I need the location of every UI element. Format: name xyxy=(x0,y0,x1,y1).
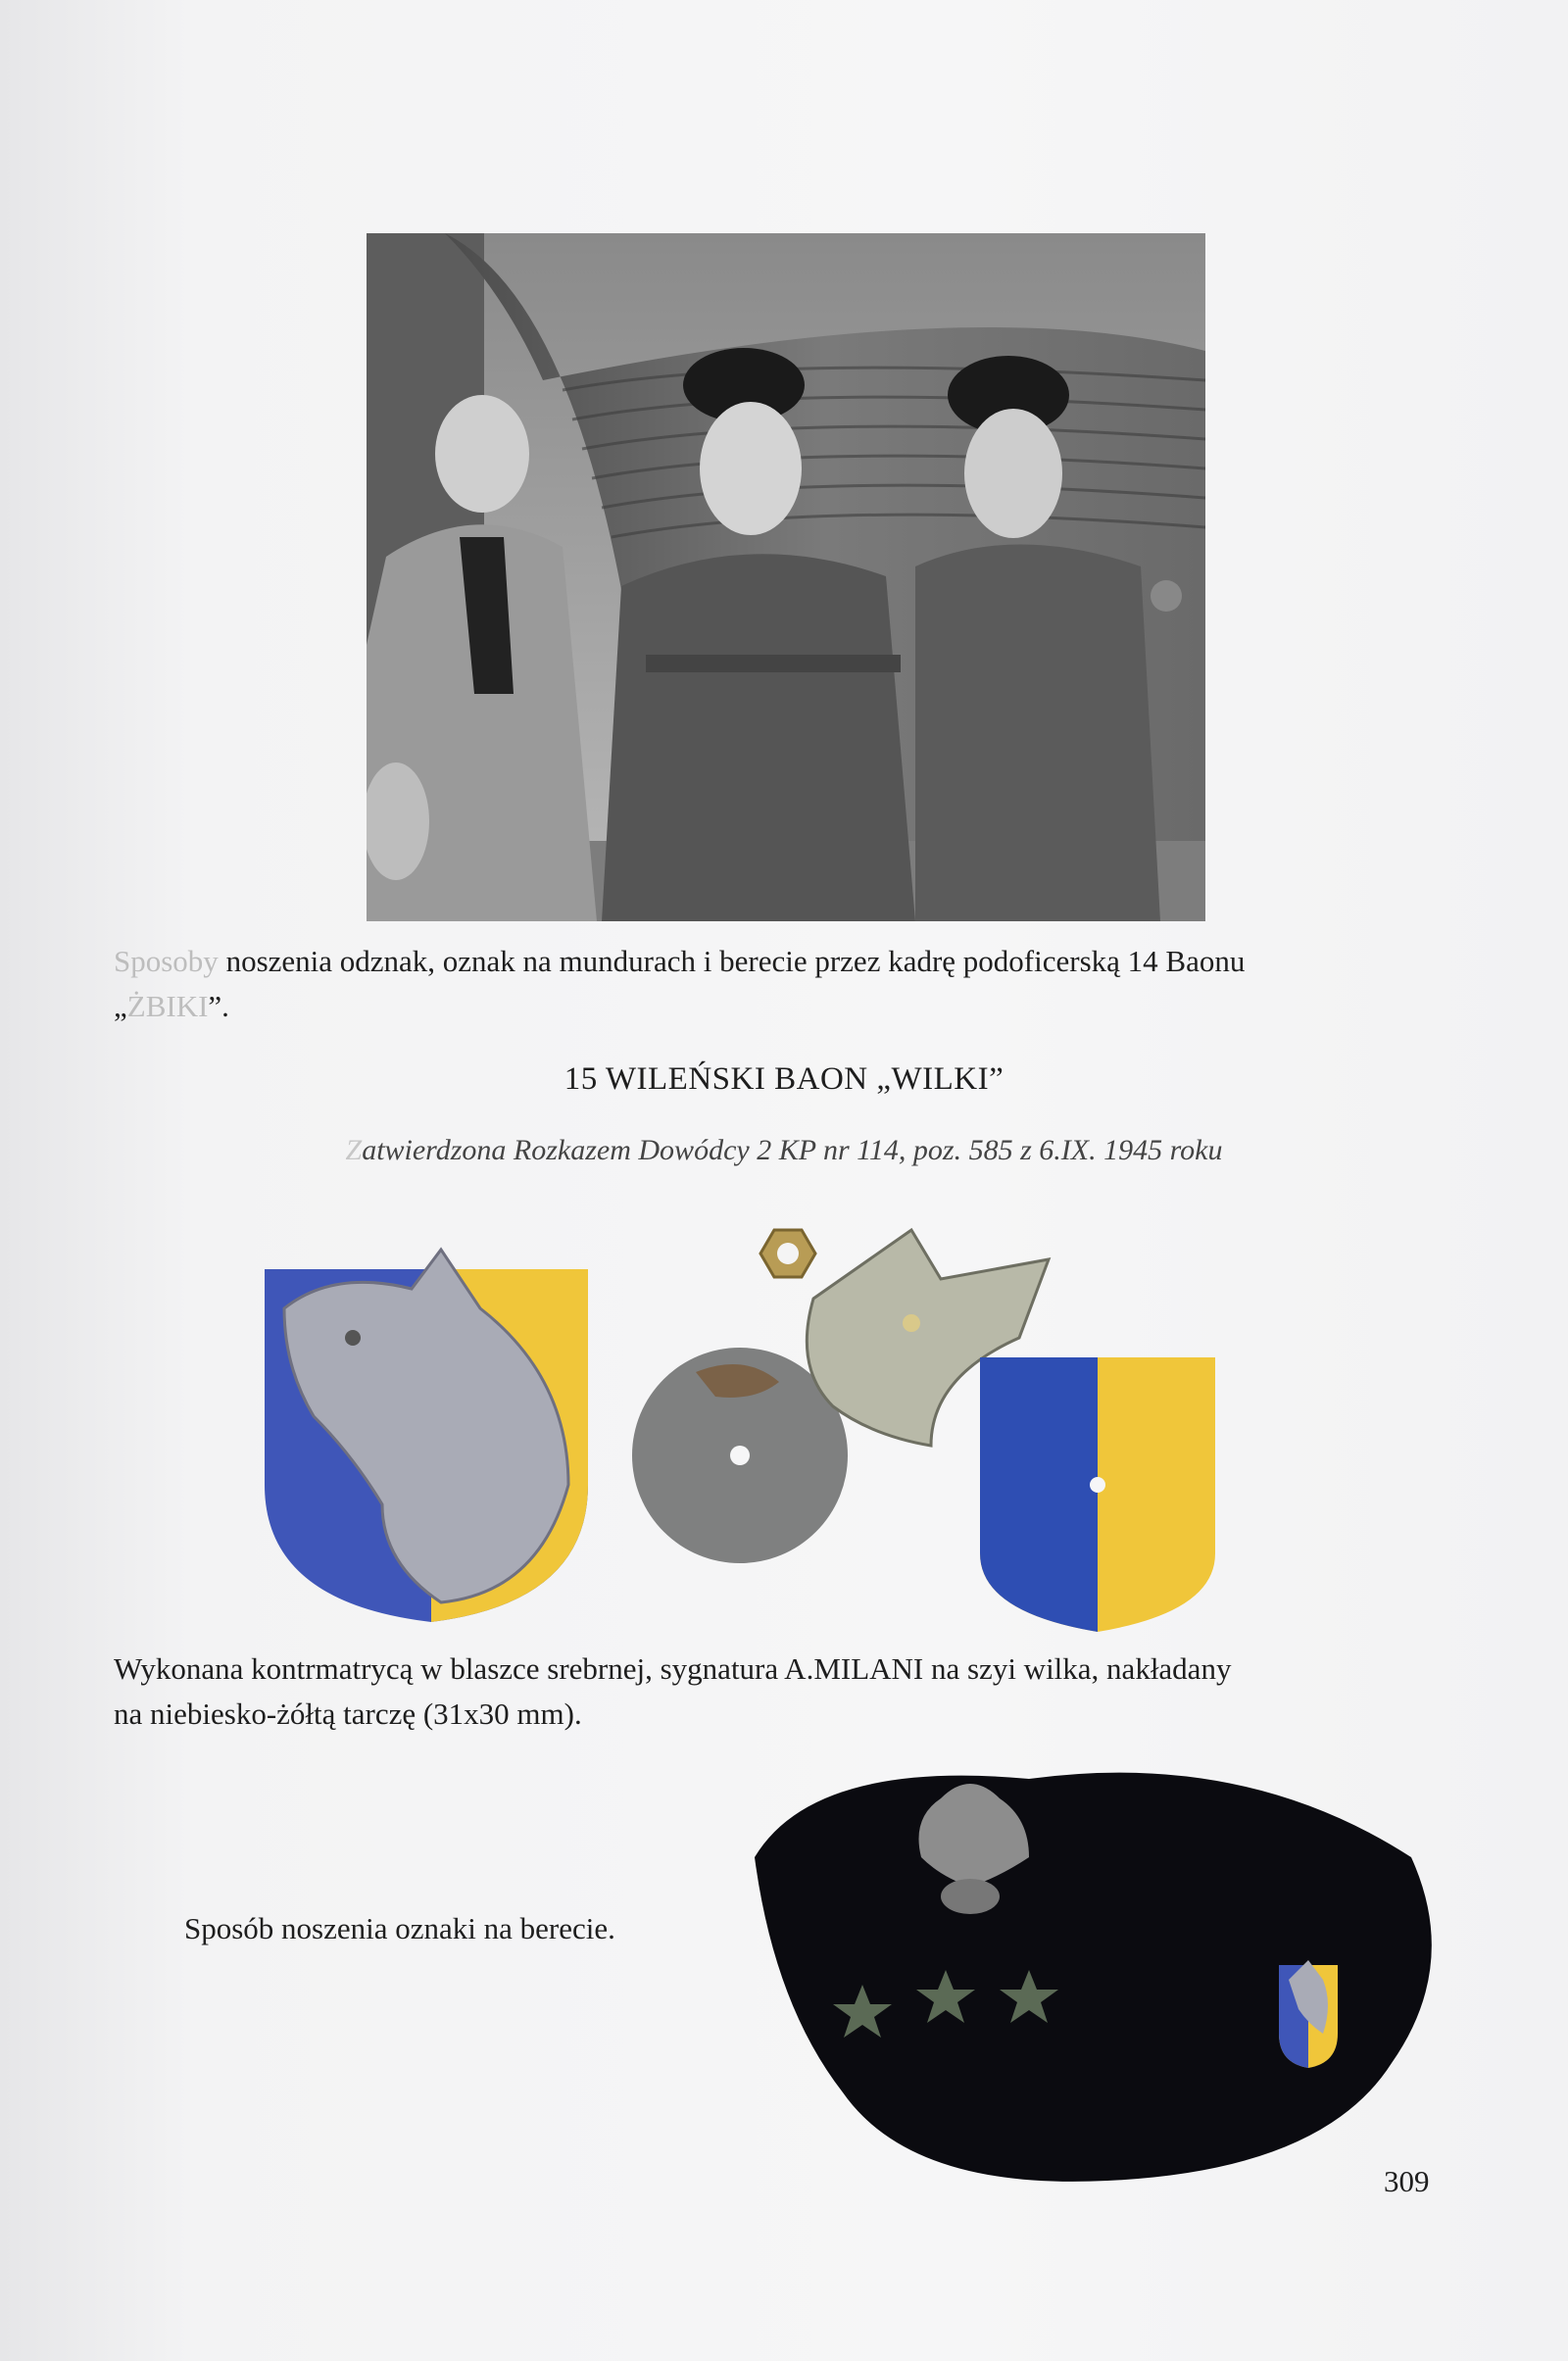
photo-caption-open-quote: „ xyxy=(114,989,127,1023)
soldiers-photo xyxy=(367,233,1205,921)
section-subtitle-faded: Z xyxy=(345,1134,363,1166)
photo-caption-unit-name: ŻBIKI xyxy=(126,989,209,1023)
beret-photo xyxy=(735,1740,1450,2210)
photo-caption-faded-prefix: Sposoby xyxy=(114,944,219,978)
beret-badge xyxy=(1279,1960,1338,2068)
assembled-badge xyxy=(265,1250,588,1622)
badge-caption-line2: na niebiesko-żółtą tarczę (31x30 mm). xyxy=(114,1697,582,1731)
soldiers-photo-image xyxy=(367,233,1205,921)
beret-caption: Sposób noszenia oznaki na berecie. xyxy=(184,1911,615,1945)
page-number: 309 xyxy=(1384,2164,1430,2198)
badge-photos-image xyxy=(245,1191,1245,1642)
section-subtitle xyxy=(0,1134,1568,1167)
photo-caption-text: noszenia odznak, oznak na mundurach i berecie przez kadrę podoficerską 14 Baonu xyxy=(218,944,1246,978)
badge-caption xyxy=(114,1647,1446,1737)
photo-caption-close: ”. xyxy=(208,989,229,1023)
badge-photos xyxy=(245,1191,1245,1642)
section-title: 15 WILEŃSKI BAON „WILKI” xyxy=(564,1061,1004,1097)
beret-photo-image xyxy=(735,1740,1450,2210)
section-subtitle-text: atwierdzona Rozkazem Dowódcy 2 KP nr 114, poz. 585 z 6.IX. 1945 roku xyxy=(362,1134,1223,1166)
nut xyxy=(760,1230,815,1277)
photo-caption xyxy=(114,939,1446,1029)
badge-caption-line1: Wykonana kontrmatrycą w blaszce srebrnej, sygnatura A.MILANI na szyi wilka, nakładany xyxy=(114,1651,1232,1686)
empty-shield xyxy=(980,1357,1215,1632)
